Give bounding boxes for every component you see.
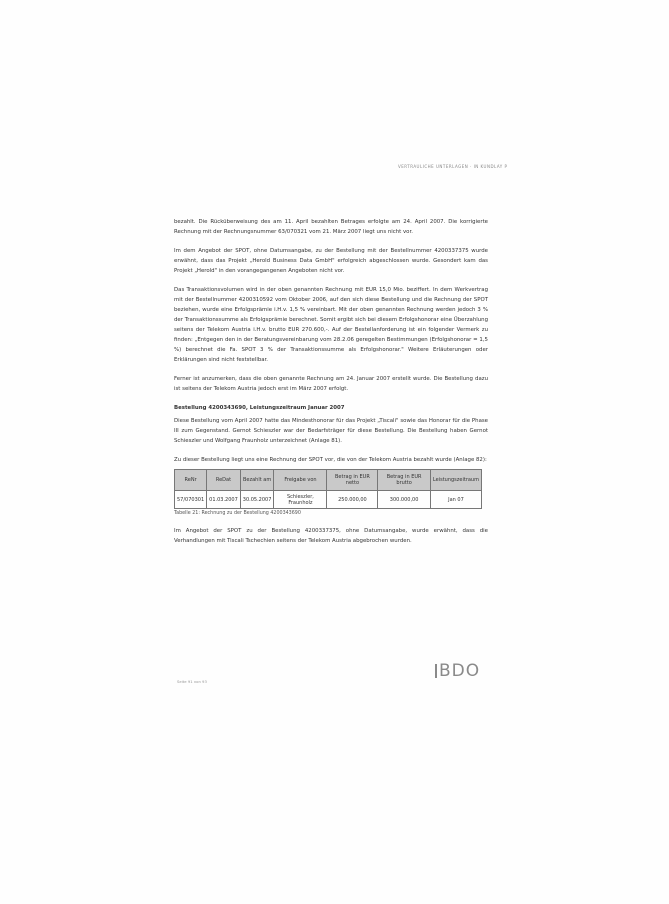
cell-redat: 01.03.2007 bbox=[207, 491, 241, 509]
section-paragraph-1: Diese Bestellung vom April 2007 hatte das Mindesthonorar für das Projekt „Tiscali" sowie das Honorar für die Phase III zum Gegenstand. Gernot Schieszler war der Bedarfsträger für diese Bestellung. Die Bestellung haben Gernot Schieszler und Wolfgang Fraunholz unterzeichnet (Anlage 81). bbox=[174, 418, 488, 444]
table-header-row bbox=[175, 470, 482, 491]
cell-renr: 57/070301 bbox=[175, 491, 207, 509]
bdo-logo bbox=[435, 661, 480, 681]
table-caption: Tabelle 21: Rechnung zu der Bestellung 4200343690 bbox=[174, 511, 301, 516]
paragraph-3: Das Transaktionsvolumen wird in der oben genannten Rechnung mit EUR 15,0 Mio. beziffert. In dem Werkvertrag mit der Bestellnummer 4200310592 vom Oktober 2006, auf den sich diese Bestellung und die Rechnung der SPOT beziehen, wurde eine Erfolgsprämie i.H.v. 1,5 % vereinbart. Mit der oben genannten Rechnung werden jedoch 3 % der Transaktionssumme als Erfolgsprämie berechnet. Somit ergibt sich bei diesem Erfolgshonorar eine Überzahlung seitens der Telekom Austria i.H.v. brutto EUR 270.600,-. Auf der Bestellanforderung ist ein folgender Vermerk zu finden: „Entgegen den in der Beratungsvereinbarung vom 28.2.06 geregelten Bestimmungen (Erfolgshonorar = 1,5 %) berechnet die Fa. SPOT 3 % der Transaktionssumme als Erfolgshonorar." Weitere Erläuterungen oder Erklärungen sind nicht feststellbar. bbox=[174, 287, 488, 363]
cell-bezahlt: 30.05.2007 bbox=[240, 491, 274, 509]
page-reference: Seite 91 von 93 bbox=[177, 679, 207, 684]
table-row bbox=[175, 491, 482, 509]
body-text bbox=[174, 217, 488, 555]
col-header-freigabe: Freigabe von bbox=[274, 470, 327, 491]
paragraph-4: Ferner ist anzumerken, dass die oben genannte Rechnung am 24. Januar 2007 erstellt wurde. Die Bestellung dazu ist seitens der Telekom Austria jedoch erst im März 2007 erfolgt. bbox=[174, 376, 488, 392]
cell-freigabe: Schieszler, Fraunholz bbox=[274, 491, 327, 509]
section-paragraph-2: Zu dieser Bestellung liegt uns eine Rechnung der SPOT vor, die von der Telekom Austria bezahlt wurde (Anlage 82): bbox=[174, 457, 487, 463]
col-header-leistungszeitraum: Leistungszeitraum bbox=[430, 470, 481, 491]
cell-leistungszeitraum: Jan 07 bbox=[430, 491, 481, 509]
col-header-bezahlt: Bezahlt am bbox=[240, 470, 274, 491]
cell-brutto: 300.000,00 bbox=[378, 491, 431, 509]
closing-paragraph: Im Angebot der SPOT zu der Bestellung 4200337375, ohne Datumsangabe, wurde erwähnt, dass die Verhandlungen mit Tiscali Tschechien seitens der Telekom Austria abgebrochen wurden. bbox=[174, 528, 488, 544]
cell-netto: 250.000,00 bbox=[327, 491, 378, 509]
col-header-redat: ReDat bbox=[207, 470, 241, 491]
col-header-brutto: Betrag in EUR brutto bbox=[378, 470, 431, 491]
invoice-table bbox=[174, 469, 482, 509]
logo-text: BDO bbox=[439, 661, 481, 681]
col-header-renr: ReNr bbox=[175, 470, 207, 491]
running-header: VERTRAULICHE UNTERLAGEN · IN KUNDLAY P bbox=[398, 164, 508, 169]
col-header-netto: Betrag in EUR netto bbox=[327, 470, 378, 491]
section-heading: Bestellung 4200343690, Leistungszeitraum Januar 2007 bbox=[174, 405, 345, 411]
logo-bar-icon bbox=[435, 664, 437, 678]
paragraph-2: Im dem Angebot der SPOT, ohne Datumsangabe, zu der Bestellung mit der Bestellnummer 4200337375 wurde erwähnt, dass das Projekt „Herold Business Data GmbH" erfolgreich abgeschlossen wurde. Gesondert kam das Projekt „Herold" in den vorangegangenen Angeboten nicht vor. bbox=[174, 248, 488, 274]
paragraph-1: bezahlt. Die Rücküberweisung des am 11. April bezahlten Betrages erfolgte am 24. April 2007. Die korrigierte Rechnung mit der Rechnungsnummer 63/070321 vom 21. März 2007 liegt uns nicht vor. bbox=[174, 219, 488, 235]
